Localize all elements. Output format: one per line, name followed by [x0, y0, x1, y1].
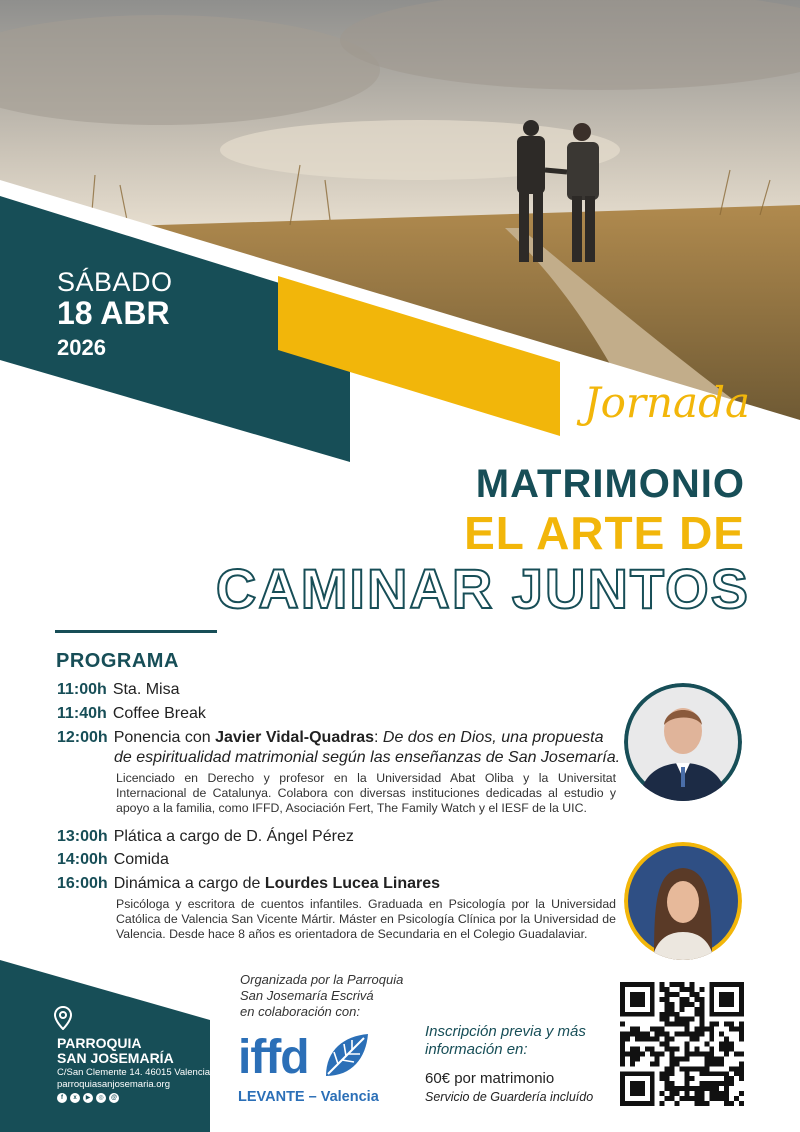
program-time: 12:00h [57, 729, 108, 746]
social-icons [57, 1093, 119, 1103]
organizer-line-1: Organizada por la Parroquia [240, 972, 404, 987]
divider [55, 630, 217, 633]
youtube-icon[interactable]: ▶ [83, 1093, 93, 1103]
program-text: Ponencia con [113, 729, 216, 746]
location-pin-icon [54, 1006, 72, 1030]
organizer-line-2: San Josemaría Escrivá [240, 988, 374, 1003]
speaker-photo-javier [624, 683, 742, 801]
program-item [57, 681, 180, 699]
program-item [57, 705, 206, 723]
date-year: 2026 [57, 335, 106, 360]
registration-line-2: información en: [425, 1041, 528, 1058]
price: 60€ por matrimonio [425, 1070, 555, 1087]
date-day-month: 18 ABR [57, 295, 170, 331]
leaf-logo-icon [320, 1030, 372, 1082]
program-time: 16:00h [57, 875, 108, 892]
speaker-name: Javier Vidal-Quadras [215, 729, 375, 746]
email-icon[interactable]: @ [109, 1093, 119, 1103]
program-item [57, 729, 604, 747]
program-time: 11:40h [57, 705, 107, 722]
program-text: : [374, 729, 383, 746]
iffd-logo-text: iffd [238, 1031, 309, 1084]
speaker-name: Lourdes Lucea Linares [264, 875, 441, 892]
parish-name-line1: PARROQUIA [57, 1035, 142, 1051]
program-text: Sta. Misa [112, 681, 180, 698]
organizer-line-3: en colaboración con: [240, 1004, 360, 1019]
instagram-icon[interactable]: ◎ [96, 1093, 106, 1103]
iffd-logo-subtitle: LEVANTE – Valencia [238, 1089, 379, 1105]
facebook-icon[interactable]: f [57, 1093, 67, 1103]
title-line-3: CAMINAR JUNTOS [215, 557, 750, 620]
program-item [57, 875, 440, 893]
program-text: Coffee Break [112, 705, 206, 722]
childcare-note: Servicio de Guardería incluído [425, 1090, 594, 1104]
speaker-photo-lourdes [624, 842, 742, 960]
program-time: 13:00h [57, 828, 108, 845]
talk-title: De dos en Dios, una propuesta [382, 729, 604, 746]
qr-code[interactable] [620, 982, 744, 1106]
program-time: 14:00h [57, 851, 108, 868]
program-item [57, 828, 354, 846]
program-text: Plática a cargo de D. Ángel Pérez [113, 828, 354, 845]
title-script: Jornada [583, 378, 750, 427]
speaker-bio: Licenciado en Derecho y profesor en la Universidad Abat Oliba y la Universitat Internacional de Catalunya. Colabora con diversas instituciones dedicadas al estudio y apoyo a la familia, como IFFD, Asociación Fert, The Family Watch y el IESF de la UIC. [116, 771, 616, 815]
program-heading: PROGRAMA [56, 650, 179, 672]
title-line-2: EL ARTE DE [464, 507, 745, 559]
title-line-1: MATRIMONIO [475, 462, 745, 506]
date-weekday: SÁBADO [57, 267, 173, 297]
program-item [57, 851, 169, 869]
parish-address: C/San Clemente 14. 46015 Valencia [57, 1067, 210, 1078]
program-time: 11:00h [57, 681, 107, 698]
program-text: Dinámica a cargo de [113, 875, 265, 892]
parish-name-line2: SAN JOSEMARÍA [57, 1050, 174, 1066]
parish-website[interactable]: parroquiasanjosemaria.org [57, 1079, 171, 1090]
registration-line-1: Inscripción previa y más [425, 1023, 586, 1040]
talk-title-cont: de espiritualidad matrimonial según las enseñanzas de San Josemaría. [114, 749, 621, 766]
speaker-bio: Psicóloga y escritora de cuentos infantiles. Graduada en Psicología por la Universidad Católica de Valencia San Vicente Mártir. Máster en Psicología Clínica por la Universidad de Valencia. Desde hace 8 años es orientadora de Secundaria en el Colegio Guadalaviar. [116, 897, 616, 941]
program-text: Comida [113, 851, 169, 868]
x-icon[interactable]: x [70, 1093, 80, 1103]
